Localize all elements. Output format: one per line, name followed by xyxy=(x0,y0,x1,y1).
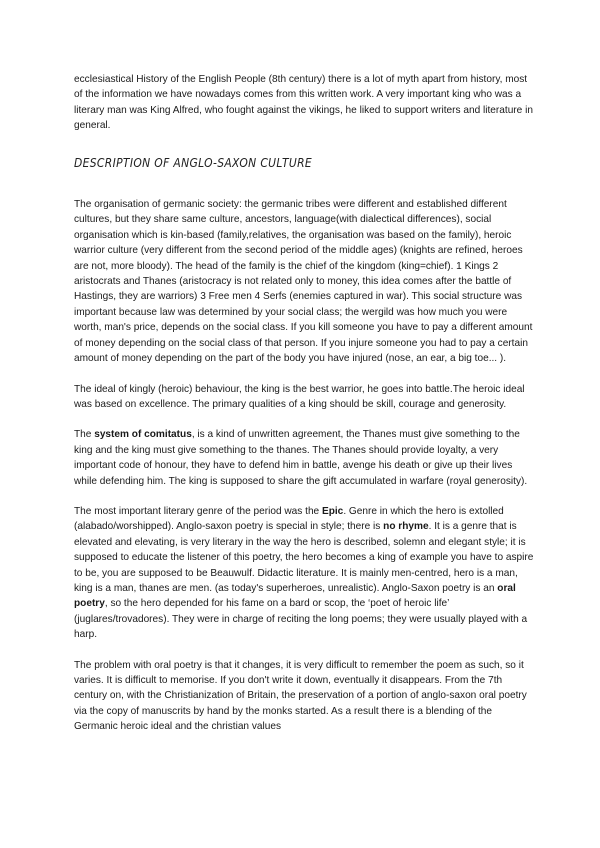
paragraph-epic xyxy=(74,504,536,643)
text-run: , so the hero depended for his fame on a bard or scop, the ‘poet of heroic life’ (juglares/trovadores). They were in charge of reciting the long poems; they were usually played with a harp. xyxy=(74,598,528,641)
bold-term-no-rhyme: no rhyme xyxy=(383,521,429,533)
section-heading: DESCRIPTION OF ANGLO-SAXON CULTURE xyxy=(74,154,313,170)
intro-paragraph: ecclesiastical History of the English People (8th century) there is a lot of myth apart from history, most of the information we have nowadays comes from this written work. A very important king who was a literary man was King Alfred, who fought against the vikings, he liked to support writers and literature in general. xyxy=(74,74,533,132)
bold-term-comitatus: system of comitatus xyxy=(94,429,192,441)
bold-term-epic: Epic xyxy=(321,505,344,517)
paragraph-kingly-ideal: The ideal of kingly (heroic) behaviour, the king is the best warrior, he goes into battle.The heroic ideal was based on excellence. The primary qualities of a king should be skill, courage and generosity. xyxy=(74,383,525,410)
bold-term-oral-poetry: oral poetry xyxy=(74,582,516,610)
text-run: . Genre in which the hero is extolled (alabado/worshipped). Anglo-saxon poetry is special in style; there is xyxy=(74,505,504,533)
document-body xyxy=(74,72,536,735)
paragraph-comitatus xyxy=(74,427,536,489)
text-run: The xyxy=(74,429,95,441)
text-run: The most important literary genre of the period was the xyxy=(74,505,322,517)
paragraph-social-organisation: The organisation of germanic society: the germanic tribes were different and established different cultures, but they share same culture, ancestors, language(with dialectical differences), social organisation which is kin-based (family,relatives, the organisation was based on the family), heroic warrior culture (very different from the second period of the middle ages) (knights are refined, heroes are not, more bloody). The head of the family is the chief of the kingdom (king=chief). 1 Kings 2 aristocrats and Thanes (aristocracy is not related only to money, this idea comes after the battle of Hastings, they are warriors) 3 Free men 4 Serfs (enemies captured in war). This social structure was important because law was determined by your social class; the wergild was how much you were worth, man's price, depends on the social class. If you kill someone you have to pay a different amount of money depending on the social class of that person. If you injure someone you had to pay a certain amount of money depending on the part of the body you have injured (nose, an ear, a big toe... ). xyxy=(74,199,533,365)
paragraph-oral-poetry-problem: The problem with oral poetry is that it changes, it is very difficult to remember the poem as such, so it varies. It is difficult to memorise. If you don't write it down, eventually it disappears. From the 7th century on, with the Christianization of Britain, the preservation of a portion of anglo-saxon oral poetry via the copy of manuscrits by hand by the monks started. As a result there is a blending of the Germanic heroic ideal and the christian values xyxy=(74,659,527,733)
text-run: . It is a genre that is elevated and elevating, is very literary in the way the hero is described, solemn and elegant style; it is supposed to educate the listener of this poetry, the hero becomes a king of example you have to aspire to be, you are supposed to be Beauwulf. Didactic literature. It is mainly men-centred, hero is a man, king is a man, thanes are men. (as today's superheroes, unrealistic). Anglo-Saxon poetry is an xyxy=(74,521,534,594)
text-run: , is a kind of unwritten agreement, the Thanes must give something to the king and the king must give something to the thanes. The Thanes should provide loyalty, a very important code of honour, they have to defend him in battle, avenge his death or give up their lives while defending him. The king is supposed to share the gift accumulated in warfare (royal generosity). xyxy=(74,429,528,487)
